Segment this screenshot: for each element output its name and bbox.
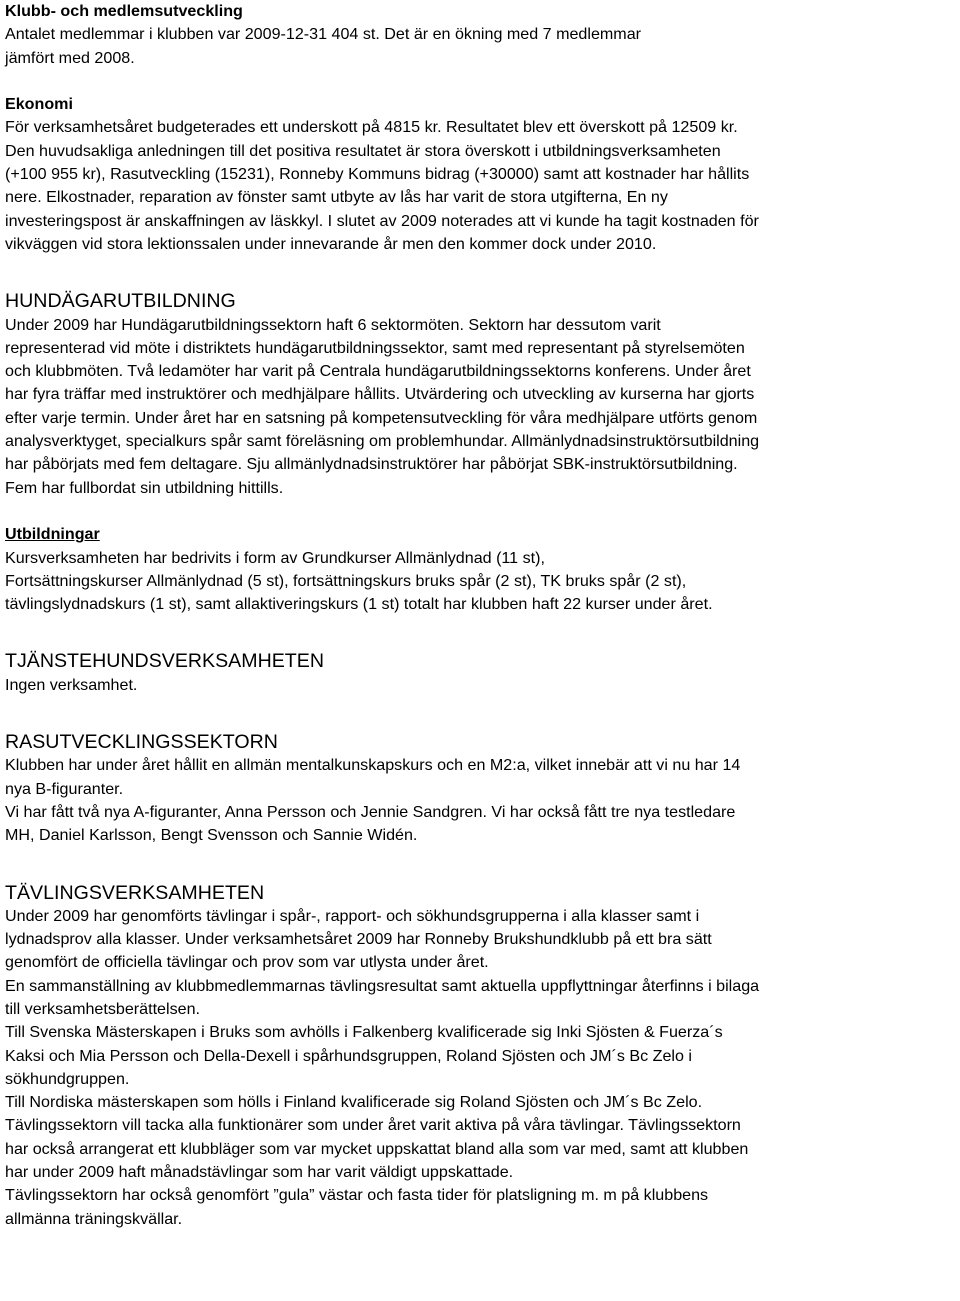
spacer <box>5 848 955 882</box>
spacer <box>5 70 955 93</box>
section-heading: HUNDÄGARUTBILDNING <box>5 290 236 313</box>
section-heading: TJÄNSTEHUNDSVERKSAMHETEN <box>5 650 324 673</box>
section-heading: TÄVLINGSVERKSAMHETEN <box>5 881 265 904</box>
text-line: till verksamhetsberättelsen. <box>5 999 200 1018</box>
text-line: investeringspost är anskaffningen av läskkyl. I slutet av 2009 noterades att vi kunde ha tagit kostnaden för <box>5 211 759 230</box>
text-line: Kursverksamheten har bedrivits i form av Grundkurser Allmänlydnad (11 st), <box>5 548 545 567</box>
section-body <box>5 754 955 847</box>
section-heading: Klubb- och medlemsutveckling <box>5 2 243 20</box>
text-line: efter varje termin. Under året har en satsning på kompetensutveckling för våra medhjälpare utförts genom <box>5 408 758 427</box>
text-line: Till Nordiska mästerskapen som hölls i Finland kvalificerade sig Roland Sjösten och JM´s Bc Zelo. <box>5 1093 703 1112</box>
text-line: har också arrangerat ett klubbläger som var mycket uppskattat bland alla som var med, samt att klubben <box>5 1139 749 1158</box>
section-heading: RASUTVECKLINGSSEKTORN <box>5 731 278 754</box>
text-line: En sammanställning av klubbmedlemmarnas tävlingsresultat samt aktuella uppflyttningar återfinns i bilaga <box>5 976 760 995</box>
text-line: allmänna träningskvällar. <box>5 1209 183 1228</box>
section-body <box>5 905 955 1231</box>
section-heading: Utbildningar <box>5 525 100 544</box>
section-body <box>5 674 955 697</box>
text-line: analysverktyget, specialkurs spår samt föreläsning om problemhundar. Allmänlydnadsinstruktörsutbildning <box>5 432 760 451</box>
text-line: har under 2009 haft månadstävlingar som har varit väldigt uppskattade. <box>5 1163 514 1182</box>
section-body <box>5 314 955 500</box>
section-heading: Ekonomi <box>5 95 73 114</box>
text-line: (+100 955 kr), Rasutveckling (15231), Ronneby Kommuns bidrag (+30000) samt att kostnader har hållits <box>5 165 750 184</box>
section-tjanstehundsverksamheten <box>5 650 955 697</box>
section-body <box>5 23 955 70</box>
text-line: Fem har fullbordat sin utbildning hittills. <box>5 478 284 497</box>
text-line: Under 2009 har Hundägarutbildningssektorn haft 6 sektormöten. Sektorn har dessutom varit <box>5 315 661 334</box>
text-line: Till Svenska Mästerskapen i Bruks som avhölls i Falkenberg kvalificerade sig Inki Sjösten & Fuerza´s <box>5 1023 723 1042</box>
text-line: Under 2009 har genomförts tävlingar i spår-, rapport- och sökhundsgrupperna i alla klasser samt i <box>5 906 700 925</box>
spacer <box>5 697 955 731</box>
section-utbildningar <box>5 523 955 616</box>
text-line: Tävlingssektorn vill tacka alla funktionärer som under året varit aktiva på våra tävlingar. Tävlingssektorn <box>5 1116 741 1135</box>
text-line: MH, Daniel Karlsson, Bengt Svensson och Sannie Widén. <box>5 826 418 845</box>
section-ekonomi <box>5 93 955 256</box>
spacer <box>5 616 955 650</box>
text-line: nya B-figuranter. <box>5 779 124 798</box>
section-body <box>5 547 955 617</box>
spacer <box>5 256 955 290</box>
spacer <box>5 500 955 523</box>
text-line: nere. Elkostnader, reparation av fönster samt utbyte av lås har varit de stora utgifterna, En ny <box>5 188 668 207</box>
text-line: och klubbmöten. Två ledamöter har varit på Centrala hundägarutbildningssektorns konferens. Under året <box>5 362 751 381</box>
text-line: Tävlingssektorn har också genomfört ”gula” västar och fasta tider för platsligning m. m på klubbens <box>5 1186 709 1205</box>
text-line: Ingen verksamhet. <box>5 675 138 694</box>
text-line: sökhundgruppen. <box>5 1069 130 1088</box>
text-line: har påbörjats med fem deltagare. Sju allmänlydnadsinstruktörer har påbörjat SBK-instruktörsutbildning. <box>5 455 738 474</box>
text-line: jämfört med 2008. <box>5 48 135 67</box>
text-line: Kaksi och Mia Persson och Della-Dexell i spårhundsgruppen, Roland Sjösten och JM´s Bc Zelo i <box>5 1046 692 1065</box>
text-line: har fyra träffar med instruktörer och medhjälpare hållits. Utvärdering och utveckling av kurserna har gjorts <box>5 385 755 404</box>
text-line: Klubben har under året hållit en allmän mentalkunskapskurs och en M2:a, vilket innebär att vi nu har 14 <box>5 756 741 775</box>
text-line: tävlingslydnadskurs (1 st), samt allaktiveringskurs (1 st) totalt har klubben haft 22 kurser under året. <box>5 595 713 614</box>
section-rasutvecklingssektorn <box>5 731 955 847</box>
section-hundagarutbildning <box>5 290 955 500</box>
text-line: För verksamhetsåret budgeterades ett underskott på 4815 kr. Resultatet blev ett överskott på 12509 kr. <box>5 118 738 137</box>
document-page <box>5 0 955 1231</box>
section-body <box>5 116 955 256</box>
text-line: Vi har fått två nya A-figuranter, Anna Persson och Jennie Sandgren. Vi har också fått tre nya testledare <box>5 802 736 821</box>
text-line: Den huvudsakliga anledningen till det positiva resultatet är stora överskott i utbildningsverksamheten <box>5 141 721 160</box>
text-line: Fortsättningskurser Allmänlydnad (5 st), fortsättningskurs bruks spår (2 st), TK bruks spår (2 st), <box>5 571 687 590</box>
section-tavlingsverksamheten <box>5 882 955 1231</box>
text-line: genomfört de officiella tävlingar och prov som var utlysta under året. <box>5 953 489 972</box>
text-line: vikväggen vid stora lektionssalen under innevarande år men den kommer dock under 2010. <box>5 234 657 253</box>
text-line: lydnadsprov alla klasser. Under verksamhetsåret 2009 har Ronneby Brukshundklubb på ett bra sätt <box>5 930 712 949</box>
text-line: Antalet medlemmar i klubben var 2009-12-31 404 st. Det är en ökning med 7 medlemmar <box>5 25 642 44</box>
section-klubb-medlemsutveckling <box>5 0 955 70</box>
text-line: representerad vid möte i distriktets hundägarutbildningssektor, samt med representant på styrelsemöten <box>5 338 745 357</box>
